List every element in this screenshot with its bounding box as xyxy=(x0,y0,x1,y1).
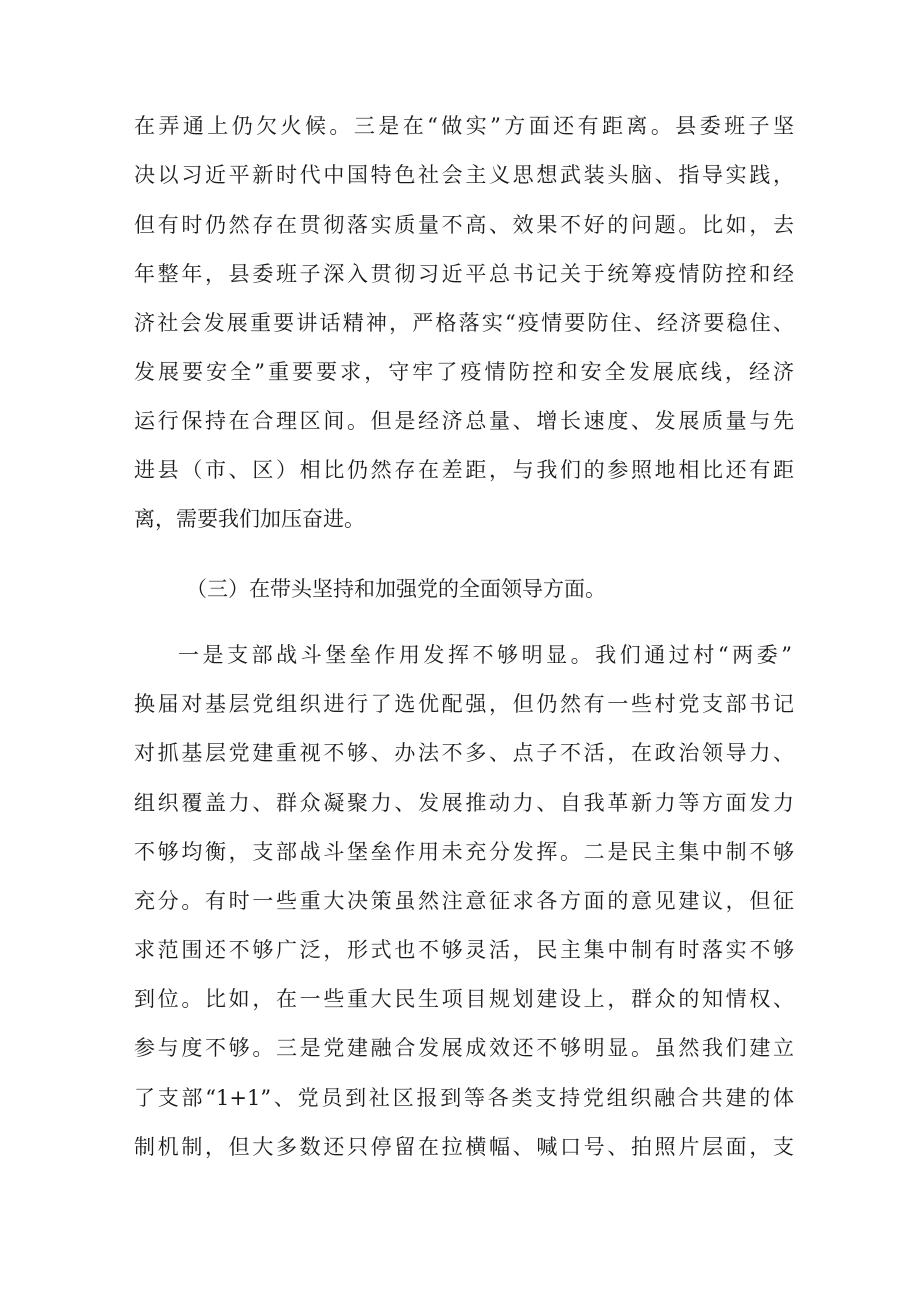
paragraph-1-line: 济社会发展重要讲话精神，严格落实“疫情要防住、经济要稳住、 xyxy=(134,311,794,335)
section-heading: （三）在带头坚持和加强党的全面领导方面。 xyxy=(186,577,606,601)
paragraph-1-line: 在弄通上仍欠火候。三是在“做实”方面还有距离。县委班子坚 xyxy=(134,114,794,138)
paragraph-2-line: 参与度不够。三是党建融合发展成效还不够明显。虽然我们建立 xyxy=(134,1036,794,1060)
paragraph-1-line: 发展要安全”重要要求，守牢了疫情防控和安全发展底线，经济 xyxy=(134,360,794,384)
paragraph-2-line: 不够均衡，支部战斗堡垒作用未充分发挥。二是民主集中制不够 xyxy=(134,840,794,864)
paragraph-1-line: 进县（市、区）相比仍然存在差距，与我们的参照地相比还有距 xyxy=(134,458,794,482)
paragraph-2-line: 换届对基层党组织进行了选优配强，但仍然有一些村党支部书记 xyxy=(134,692,794,716)
paragraph-1-line: 决以习近平新时代中国特色社会主义思想武装头脑、指导实践， xyxy=(134,163,794,187)
paragraph-2-line: 对抓基层党建重视不够、办法不多、点子不活，在政治领导力、 xyxy=(134,741,794,765)
paragraph-2-line: 充分。有时一些重大决策虽然注意征求各方面的意见建议，但征 xyxy=(134,889,794,913)
paragraph-1-line: 离，需要我们加压奋进。 xyxy=(134,507,365,531)
paragraph-2-line: 制机制，但大多数还只停留在拉横幅、喊口号、拍照片层面，支 xyxy=(134,1135,794,1159)
paragraph-2-line: 到位。比如，在一些重大民生项目规划建设上，群众的知情权、 xyxy=(134,987,794,1011)
paragraph-1-line: 但有时仍然存在贯彻落实质量不高、效果不好的问题。比如，去 xyxy=(134,213,794,237)
paragraph-2-line: 组织覆盖力、群众凝聚力、发展推动力、自我革新力等方面发力 xyxy=(134,791,794,815)
paragraph-2-line: 了支部“1+1”、党员到社区报到等各类支持党组织融合共建的体 xyxy=(134,1086,794,1110)
paragraph-2-line: 一是支部战斗堡垒作用发挥不够明显。我们通过村“两委” xyxy=(178,643,792,667)
paragraph-2-line: 求范围还不够广泛，形式也不够灵活，民主集中制有时落实不够 xyxy=(134,938,794,962)
paragraph-1-line: 运行保持在合理区间。但是经济总量、增长速度、发展质量与先 xyxy=(134,409,794,433)
paragraph-1-line: 年整年，县委班子深入贯彻习近平总书记关于统筹疫情防控和经 xyxy=(134,262,794,286)
